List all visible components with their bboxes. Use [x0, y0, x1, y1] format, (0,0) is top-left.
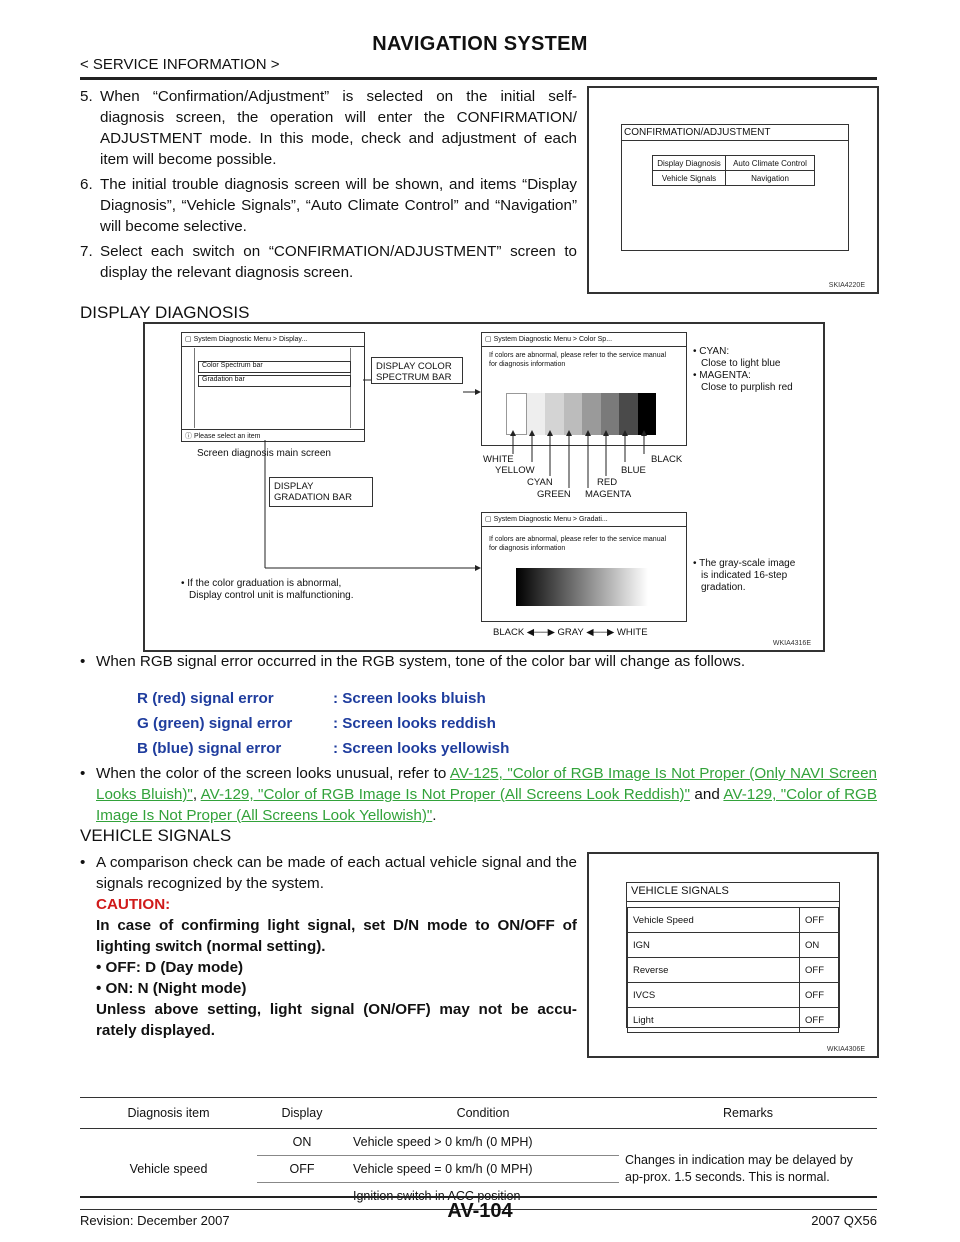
figure-code: WKIA4316E — [772, 640, 811, 647]
remarks-cell: Changes in indication may be delayed by ap-prox. 1.5 seconds. This is normal. — [619, 1129, 877, 1210]
display-cell: ON — [257, 1129, 347, 1156]
link-av125[interactable]: AV-125, "Color of RGB Image Is Not Proper (Only NAVI Screen Looks Bluish)" — [96, 765, 877, 803]
gradation-notes — [693, 558, 795, 594]
label-spectrum: DISPLAY COLOR SPECTRUM BAR — [371, 357, 463, 384]
table-header — [80, 1098, 877, 1129]
signal-name: Reverse — [628, 958, 800, 983]
condition-cell: Vehicle speed = 0 km/h (0 MPH) — [347, 1156, 619, 1183]
header-cell: Diagnosis item — [80, 1098, 257, 1129]
reference-paragraph: • When the color of the screen looks unusual, refer to AV-125, "Color of RGB Image Is Not Proper (Only NAVI Screen Looks Bluish)", AV-129, "Color of RGB Image Is Not Proper (All Screens Look Reddish)" and AV-129, "Color of RGB Image Is Not Proper (All Screens Look Yellowish)". — [80, 765, 877, 824]
color-magenta: MAGENTA — [585, 489, 632, 500]
signal-value: OFF — [800, 908, 839, 933]
link-av129-reddish[interactable]: AV-129, "Color of RGB Image Is Not Proper (All Screens Look Reddish)" — [200, 786, 690, 803]
spectrum-message: If colors are abnormal, please refer to the service manual for diagnosis information — [489, 352, 667, 368]
color-black: BLACK — [651, 454, 683, 465]
signal-value: OFF — [800, 1008, 839, 1033]
signal-name: IVCS — [628, 983, 800, 1008]
main-caption: Screen diagnosis main screen — [197, 448, 331, 459]
step-5: 5. When “Confirmation/Adjustment” is selected on the initial self-diagnosis screen, the operation will enter the CONFIRMATION/ ADJUSTMENT mode. In this mode, check and adjustment of each item will become possible. — [80, 88, 577, 168]
color-blue: BLUE — [621, 465, 646, 476]
signals-table — [627, 907, 839, 1033]
bullet-dot: • — [80, 854, 86, 871]
step-6: 6. The initial trouble diagnosis screen will be shown, and items “Display Diagnosis”, “Vehicle Signals”, “Auto Climate Control” and “Navigation” will become selective. — [80, 176, 577, 235]
signal-name: Vehicle Speed — [628, 908, 800, 933]
rgb-error-row: G (green) signal error : Screen looks reddish — [137, 715, 496, 732]
confirmation-buttons — [652, 155, 815, 186]
spectrum-title: ▢ System Diagnostic Menu > Color Sp... — [485, 336, 613, 343]
header-cell: Condition — [347, 1098, 619, 1129]
vehicle-signals-screen — [626, 882, 840, 1028]
vehicle-signals-heading: VEHICLE SIGNALS — [80, 826, 232, 845]
footer-rule — [80, 1196, 877, 1198]
left-right-arrow-icon: ◀──▶ — [526, 627, 555, 638]
note-line: • If the color graduation is abnormal, — [181, 578, 342, 589]
info-icon: ⓘ — [185, 433, 194, 440]
figure-code: SKIA4220E — [828, 282, 865, 289]
note-line: Display control unit is malfunctioning. — [189, 590, 354, 601]
color-white: WHITE — [483, 454, 514, 465]
display-diagnosis-heading: DISPLAY DIAGNOSIS — [80, 303, 250, 322]
main-menu-title: ▢ System Diagnostic Menu > Display... — [185, 336, 308, 343]
title-divider — [622, 140, 848, 141]
label-gradation: DISPLAY GRADATION BAR — [269, 477, 373, 507]
note-line: • CYAN: — [693, 346, 730, 357]
main-menu-footer: ⓘ Please select an item — [185, 433, 261, 440]
color-spectrum-item[interactable]: Color Spectrum bar — [198, 361, 351, 373]
note-line: Close to purplish red — [701, 382, 793, 393]
navigation-button[interactable]: Navigation — [726, 171, 815, 186]
spectrum-notes — [693, 346, 793, 394]
color-red: RED — [597, 477, 618, 488]
gradation-title: ▢ System Diagnostic Menu > Gradati... — [485, 516, 608, 523]
caution-line: • OFF: D (Day mode) — [96, 959, 244, 976]
display-diagnosis-figure — [143, 322, 825, 652]
menu-icon: ▢ — [485, 516, 494, 523]
confirmation-title: CONFIRMATION/ADJUSTMENT — [624, 127, 771, 138]
confirmation-screen — [621, 124, 849, 251]
menu-icon: ▢ — [485, 336, 494, 343]
caution-line: • ON: N (Night mode) — [96, 980, 247, 997]
signal-row — [628, 1008, 839, 1033]
signal-row — [628, 958, 839, 983]
signal-value: ON — [800, 933, 839, 958]
caution-line: In case of confirming light signal, set D/N mode to ON/OFF of lighting switch (normal setting). — [96, 917, 577, 955]
link-av129-yellowish[interactable]: AV-129, "Color of RGB Image Is Not Proper (All Screens Look Yellowish)" — [96, 786, 877, 824]
rgb-error-row: B (blue) signal error : Screen looks yellowish — [137, 740, 510, 757]
rgb-intro: • When RGB signal error occurred in the RGB system, tone of the color bar will change as follows. — [80, 653, 746, 670]
vehicle-signals-title: VEHICLE SIGNALS — [631, 885, 729, 897]
bullet-dot: • — [80, 765, 86, 782]
display-diagnosis-button[interactable]: Display Diagnosis — [653, 156, 726, 171]
color-yellow: YELLOW — [495, 465, 535, 476]
vehicle-signals-text: • A comparison check can be made of each actual vehicle signal and the signals recognized by the system. CAUTION: In case of confirming light signal, set D/N mode to ON/OFF of lighting switch (normal setting). • OFF: D (Day mode) • ON: N (Night mode) Unless above setting, light signal (ON/OFF) may not be accu-rately displayed. — [80, 854, 577, 1039]
signal-row — [628, 933, 839, 958]
section-subtitle: < SERVICE INFORMATION > — [80, 56, 280, 73]
note-line: Close to light blue — [701, 358, 781, 369]
display-cell: OFF — [257, 1156, 347, 1183]
caution-line: Unless above setting, light signal (ON/OFF) may not be accu-rately displayed. — [96, 1001, 577, 1039]
divider — [482, 526, 686, 527]
vehicle-signals-figure — [587, 852, 879, 1058]
left-right-arrow-icon: ◀──▶ — [586, 627, 615, 638]
signal-row — [628, 908, 839, 933]
gradation-item[interactable]: Gradation bar — [198, 375, 351, 387]
scale-white: WHITE — [616, 627, 648, 638]
vehicle-signals-button[interactable]: Vehicle Signals — [653, 171, 726, 186]
intro-steps — [80, 86, 577, 283]
signal-row — [628, 983, 839, 1008]
step-7: 7. Select each switch on “CONFIRMATION/ADJUSTMENT” screen to display the relevant diagnosis screen. — [80, 243, 577, 281]
auto-climate-button[interactable]: Auto Climate Control — [726, 156, 815, 171]
rgb-error-list — [137, 686, 509, 761]
page-title: NAVIGATION SYSTEM — [372, 33, 588, 55]
abnormal-note — [181, 578, 354, 602]
scale-gray: GRAY — [557, 627, 584, 638]
gradation-scale — [493, 627, 673, 638]
gradation-message: If colors are abnormal, please refer to the service manual for diagnosis information — [489, 536, 667, 552]
signal-value: OFF — [800, 958, 839, 983]
bullet-dot: • — [80, 653, 86, 670]
caution-block — [80, 894, 577, 1041]
caution-label: CAUTION: — [96, 896, 171, 913]
scale-black: BLACK — [493, 627, 525, 638]
page-number: AV-104 — [447, 1200, 513, 1222]
note-line: gradation. — [701, 582, 746, 593]
menu-icon: ▢ — [185, 336, 194, 343]
color-cyan: CYAN — [527, 477, 553, 488]
header-cell: Display — [257, 1098, 347, 1129]
confirmation-figure — [587, 86, 879, 294]
divider — [627, 901, 839, 902]
signal-name: IGN — [628, 933, 800, 958]
header-rule — [80, 77, 877, 80]
condition-cell: Vehicle speed > 0 km/h (0 MPH) — [347, 1129, 619, 1156]
figure-code: WKIA4306E — [826, 1046, 865, 1053]
gradation-bar — [516, 568, 648, 606]
model-year: 2007 QX56 — [811, 1213, 877, 1228]
note-line: • MAGENTA: — [693, 370, 751, 381]
rgb-error-row: R (red) signal error : Screen looks bluish — [137, 690, 486, 707]
header-cell: Remarks — [619, 1098, 877, 1129]
note-line: is indicated 16-step — [701, 570, 788, 581]
signal-value: OFF — [800, 983, 839, 1008]
table-row — [80, 1129, 877, 1156]
color-green: GREEN — [537, 489, 571, 500]
note-line: • The gray-scale image — [693, 558, 796, 569]
diagnosis-table — [80, 1098, 877, 1210]
gradation-screen — [481, 512, 687, 622]
diagnosis-item: Vehicle speed — [80, 1129, 257, 1210]
signal-name: Light — [628, 1008, 800, 1033]
revision-date: Revision: December 2007 — [80, 1213, 230, 1228]
